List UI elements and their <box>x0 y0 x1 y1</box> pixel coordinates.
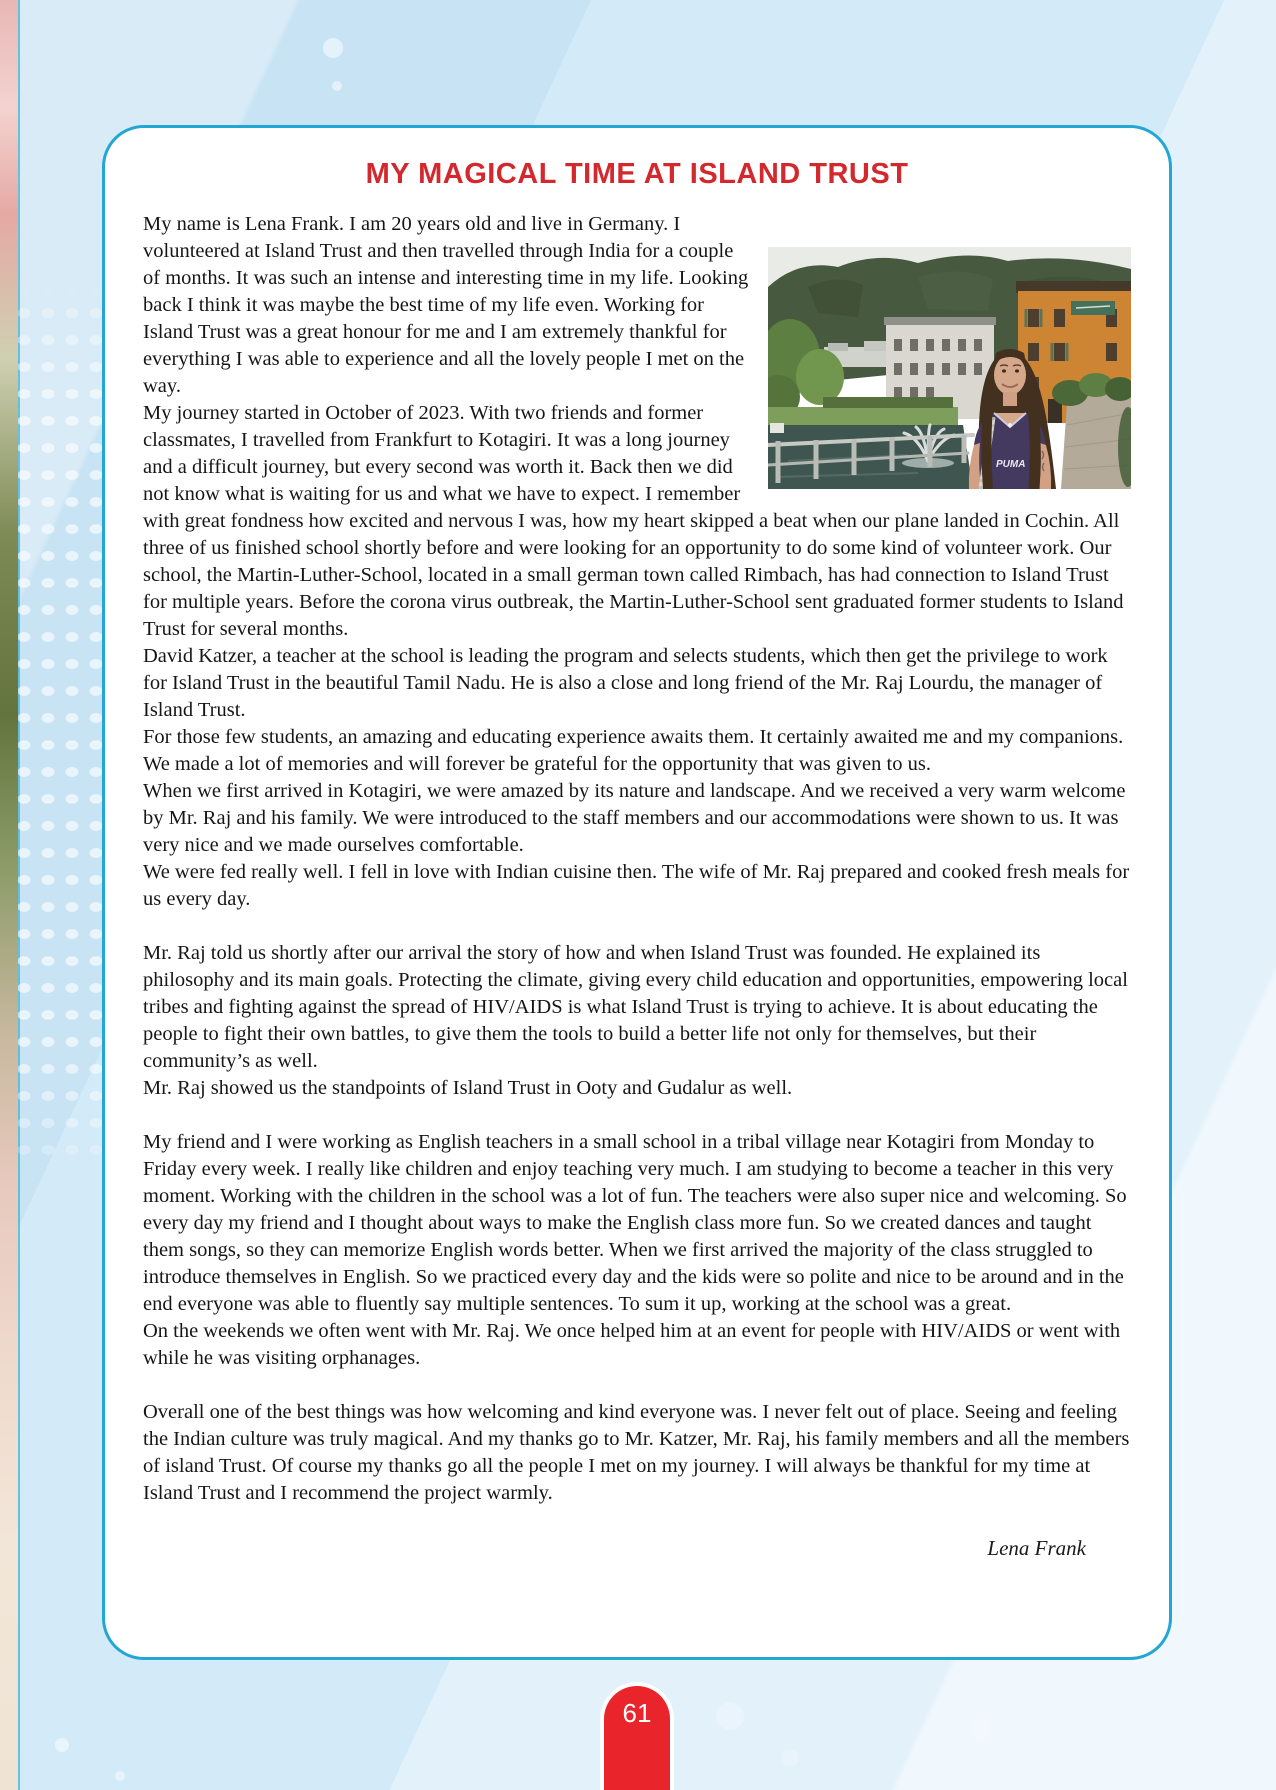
paragraph-block <box>143 1129 1131 1372</box>
author-signature: Lena Frank <box>987 1536 1086 1560</box>
paragraph: For those few students, an amazing and educating experience awaits them. It certainly awaited me and my companions. We made a lot of memories and will forever be grateful for the opportunity that was given to us. <box>143 726 1124 775</box>
paragraph-block <box>143 940 1131 1102</box>
paragraph: On the weekends we often went with Mr. Raj. We once helped him at an event for people with HIV/AIDS or went with while he was visiting orphanages. <box>143 1320 1121 1369</box>
svg-text:PUMA: PUMA <box>996 459 1026 470</box>
article-card <box>102 125 1172 1660</box>
paragraph: When we first arrived in Kotagiri, we were amazed by its nature and landscape. And we received a very warm welcome by Mr. Raj and his family. We were introduced to the staff members and our accommodations were shown to us. It was very nice and we made ourselves comfortable. <box>143 780 1126 856</box>
page-number: 61 <box>622 1698 652 1728</box>
article-body <box>143 211 1131 1562</box>
page-number-badge <box>600 1682 674 1790</box>
paragraph: Mr. Raj showed us the standpoints of Island Trust in Ooty and Gudalur as well. <box>143 1077 793 1099</box>
paragraph: We were fed really well. I fell in love with Indian cuisine then. The wife of Mr. Raj prepared and cooked fresh meals for us every day. <box>143 861 1130 910</box>
paragraph: David Katzer, a teacher at the school is leading the program and selects students, which then get the privilege to work for Island Trust in the beautiful Tamil Nadu. He is also a close and long friend of the Mr. Raj Lourdu, the manager of Island Trust. <box>143 645 1108 721</box>
paragraph: Overall one of the best things was how welcoming and kind everyone was. I never felt out of place. Seeing and feeling the Indian culture was truly magical. And my thanks go to Mr. Katzer, Mr. Raj, his family members and all the members of island Trust. Of course my thanks go all the people I met on my journey. I will always be thankful for my time at Island Trust and I recommend the project warmly. <box>143 1401 1130 1504</box>
paragraph: Mr. Raj told us shortly after our arrival the story of how and when Island Trust was founded. He explained its philosophy and its main goals. Protecting the climate, giving every child education and opportunities, empowering local tribes and fighting against the spread of HIV/AIDS is what Island Trust is trying to achieve. It is about educating the people to fight their own battles, to give them the tools to build a better life not only for themselves, but their community’s as well. <box>143 942 1128 1072</box>
article-photo <box>768 247 1131 489</box>
paragraph: My name is Lena Frank. I am 20 years old and live in Germany. I volunteered at Island Trust and then travelled through India for a couple of months. It was such an intense and interesting time in my life. Looking back I think it was maybe the best time of my life even. Working for Island Trust was a great honour for me and I am extremely thankful for everything I was able to experience and all the lovely people I met on the way. <box>143 213 749 397</box>
paragraph: My friend and I were working as English teachers in a small school in a tribal village near Kotagiri from Monday to Friday every week. I really like children and enjoy teaching very much. I am studying to become a teacher in this very moment. Working with the children in the school was a lot of fun. The teachers were also super nice and welcoming. So every day my friend and I thought about ways to make the English class more fun. So we created dances and taught them songs, so they can memorize English words better. When we first arrived the majority of the class struggled to introduce themselves in English. So we practiced every day and the kids were so polite and nice to be around and in the end everyone was able to fluently say multiple sentences. To sum it up, working at the school was a great. <box>143 1131 1127 1315</box>
article-title: MY MAGICAL TIME AT ISLAND TRUST <box>365 158 909 190</box>
paragraph: My journey started in October of 2023. With two friends and former classmates, I travelled from Frankfurt to Kotagiri. It was a long journey and a difficult journey, but every second was worth it. Back then we did not know what is waiting for us and what we have to expect. I remember with great fondness how excited and nervous I was, how my heart skipped a beat when our plane landed in Cochin. All three of us finished school shortly before and were looking for an opportunity to do some kind of volunteer work. Our school, the Martin-Luther-School, located in a small german town called Rimbach, has had connection to Island Trust for multiple years. Before the corona virus outbreak, the Martin-Luther-School sent graduated former students to Island Trust for several months. <box>143 402 1124 640</box>
paragraph-block <box>143 1399 1131 1507</box>
